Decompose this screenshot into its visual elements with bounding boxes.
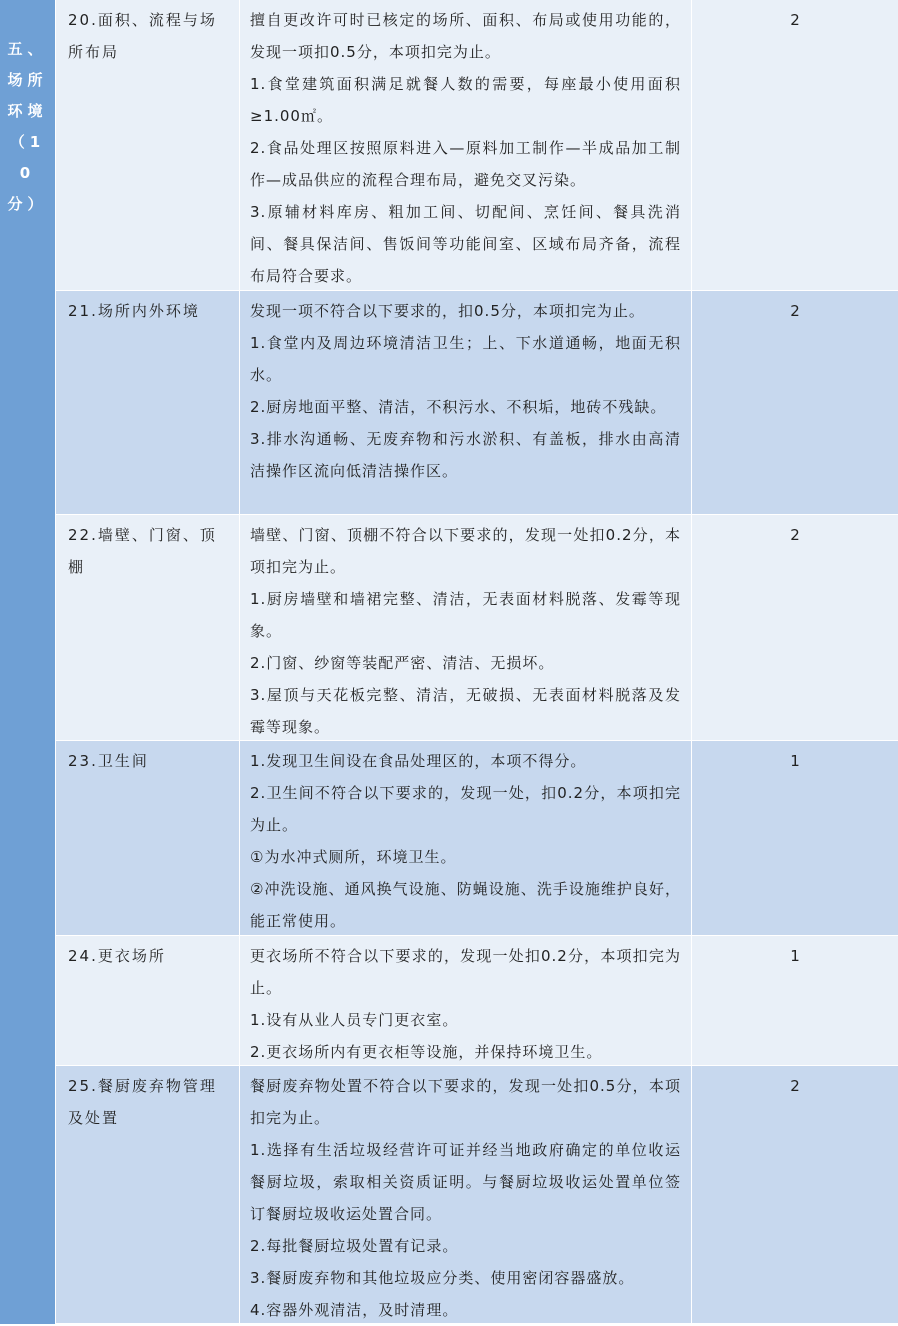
category-cell xyxy=(0,0,56,1324)
item-22-score: 2 xyxy=(692,515,898,741)
criteria-line: 发现一项不符合以下要求的，扣0.5分，本项扣完为止。 xyxy=(250,302,645,320)
item-23-score: 1 xyxy=(692,741,898,936)
criteria-line: 3.排水沟通畅、无废弃物和污水淤积、有盖板，排水由高清洁操作区流向低清洁操作区。 xyxy=(250,430,681,480)
category-label: 五、场所环境（10分） xyxy=(7,40,48,213)
item-21-name: 21.场所内外环境 xyxy=(56,291,240,515)
criteria-line: 1.食堂建筑面积满足就餐人数的需要，每座最小使用面积≥1.00㎡。 xyxy=(250,75,681,125)
criteria-line: ②冲洗设施、通风换气设施、防蝇设施、洗手设施维护良好，能正常使用。 xyxy=(250,880,681,930)
criteria-line: 2.每批餐厨垃圾处置有记录。 xyxy=(250,1237,459,1255)
criteria-line: 2.厨房地面平整、清洁，不积污水、不积垢，地砖不残缺。 xyxy=(250,398,667,416)
item-24-criteria xyxy=(240,936,692,1066)
item-20-criteria xyxy=(240,0,692,291)
item-22-criteria xyxy=(240,515,692,741)
criteria-line: 3.屋顶与天花板完整、清洁，无破损、无表面材料脱落及发霉等现象。 xyxy=(250,686,681,736)
criteria-line: 1.发现卫生间设在食品处理区的，本项不得分。 xyxy=(250,752,587,770)
criteria-line: 更衣场所不符合以下要求的，发现一处扣0.2分，本项扣完为止。 xyxy=(250,947,681,997)
criteria-line: 2.卫生间不符合以下要求的，发现一处，扣0.2分，本项扣完为止。 xyxy=(250,784,681,834)
item-25-name: 25.餐厨废弃物管理及处置 xyxy=(56,1066,240,1324)
criteria-line: 3.原辅材料库房、粗加工间、切配间、烹饪间、餐具洗消间、餐具保洁间、售饭间等功能间室、区域布局齐备，流程布局符合要求。 xyxy=(250,203,681,285)
item-21-score: 2 xyxy=(692,291,898,515)
criteria-line: 2.食品处理区按照原料进入—原料加工制作—半成品加工制作—成品供应的流程合理布局，避免交叉污染。 xyxy=(250,139,681,189)
item-22-name: 22.墙壁、门窗、顶棚 xyxy=(56,515,240,741)
criteria-line: 餐厨废弃物处置不符合以下要求的，发现一处扣0.5分，本项扣完为止。 xyxy=(250,1077,681,1127)
criteria-line: 1.选择有生活垃圾经营许可证并经当地政府确定的单位收运餐厨垃圾，索取相关资质证明。与餐厨垃圾收运处置单位签订餐厨垃圾收运处置合同。 xyxy=(250,1141,681,1223)
item-24-score: 1 xyxy=(692,936,898,1066)
criteria-line: 1.厨房墙壁和墙裙完整、清洁，无表面材料脱落、发霉等现象。 xyxy=(250,590,681,640)
criteria-line: 擅自更改许可时已核定的场所、面积、布局或使用功能的，发现一项扣0.5分，本项扣完为止。 xyxy=(250,11,681,61)
criteria-line: 2.更衣场所内有更衣柜等设施，并保持环境卫生。 xyxy=(250,1043,603,1061)
criteria-line: 1.食堂内及周边环境清洁卫生；上、下水道通畅，地面无积水。 xyxy=(250,334,681,384)
criteria-line: 4.容器外观清洁，及时清理。 xyxy=(250,1301,459,1319)
item-24-name: 24.更衣场所 xyxy=(56,936,240,1066)
criteria-line: 2.门窗、纱窗等装配严密、清洁、无损坏。 xyxy=(250,654,555,672)
item-23-criteria xyxy=(240,741,692,936)
item-25-score: 2 xyxy=(692,1066,898,1324)
item-21-criteria xyxy=(240,291,692,515)
item-25-criteria xyxy=(240,1066,692,1324)
item-20-name: 20.面积、流程与场所布局 xyxy=(56,0,240,291)
criteria-line: 墙壁、门窗、顶棚不符合以下要求的，发现一处扣0.2分，本项扣完为止。 xyxy=(250,526,681,576)
criteria-line: 1.设有从业人员专门更衣室。 xyxy=(250,1011,459,1029)
criteria-line: 3.餐厨废弃物和其他垃圾应分类、使用密闭容器盛放。 xyxy=(250,1269,635,1287)
item-23-name: 23.卫生间 xyxy=(56,741,240,936)
item-20-score: 2 xyxy=(692,0,898,291)
criteria-line: ①为水冲式厕所，环境卫生。 xyxy=(250,848,457,866)
